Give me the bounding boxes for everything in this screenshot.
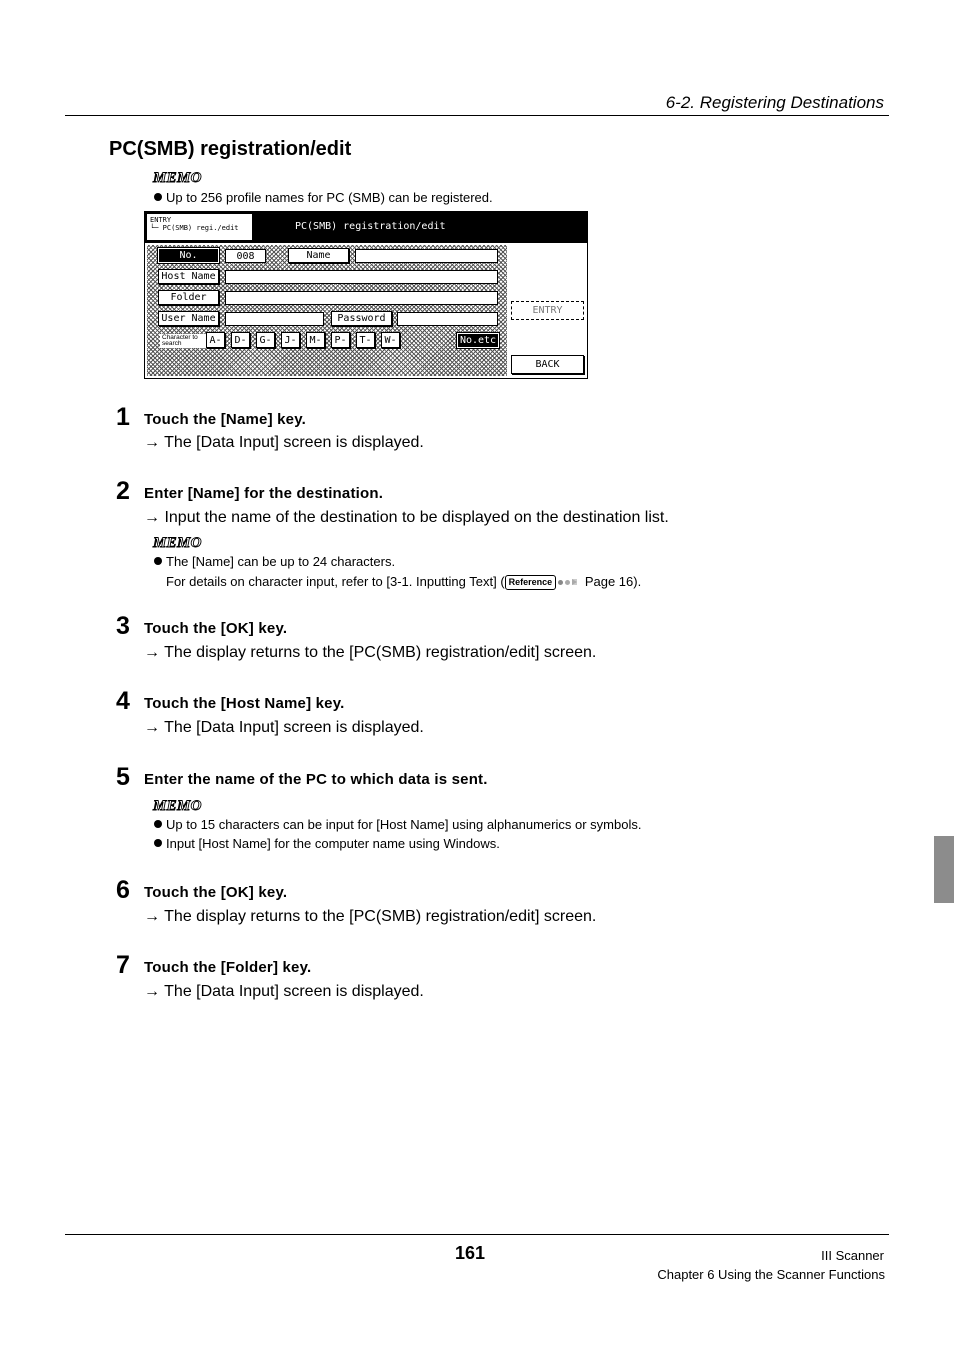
bullet-icon xyxy=(154,557,162,565)
no-value-field: 008 xyxy=(225,249,266,263)
character-search-label: Character to search xyxy=(160,334,208,348)
header-rule xyxy=(65,115,889,116)
footer-rule xyxy=(65,1234,889,1235)
name-field xyxy=(355,249,498,263)
folder-key[interactable]: Folder xyxy=(158,290,219,305)
memo-item xyxy=(154,554,395,569)
arrow-icon: → xyxy=(144,509,160,526)
entry-button[interactable]: ENTRY xyxy=(511,301,584,320)
step-result-text: Input the name of the destination to be displayed on the destination list. xyxy=(164,509,669,526)
step-result-text: The display returns to the [PC(SMB) registration/edit] screen. xyxy=(164,908,597,925)
reference-icon: Reference xyxy=(505,575,557,590)
step-result-text: The [Data Input] screen is displayed. xyxy=(164,434,424,451)
memo-text: Up to 256 profile names for PC (SMB) can be registered. xyxy=(166,190,493,205)
memo-text: Input [Host Name] for the computer name using Windows. xyxy=(166,836,500,851)
step-title: Touch the [OK] key. xyxy=(144,884,288,901)
page-number: 161 xyxy=(455,1243,486,1263)
no-key[interactable]: No. xyxy=(158,248,219,263)
char-key-g[interactable]: G- xyxy=(256,332,275,348)
step-result-text: The [Data Input] screen is displayed. xyxy=(164,719,424,736)
char-key-w[interactable]: W- xyxy=(381,332,400,348)
step-result xyxy=(144,644,596,662)
char-key-p[interactable]: P- xyxy=(331,332,350,348)
char-key-a[interactable]: A- xyxy=(206,332,225,348)
step-number: 5 xyxy=(116,763,130,791)
chapter-thumb-tab xyxy=(934,836,954,903)
step-title: Enter [Name] for the destination. xyxy=(144,485,384,502)
password-field xyxy=(397,312,498,326)
name-key[interactable]: Name xyxy=(288,248,349,263)
step-result-text: The display returns to the [PC(SMB) registration/edit] screen. xyxy=(164,644,597,661)
memo-reference xyxy=(166,573,641,590)
memo-label: MEMO xyxy=(153,798,202,814)
pointer-dots-icon xyxy=(558,573,579,588)
step-result-text: The [Data Input] screen is displayed. xyxy=(164,983,424,1000)
step-title: Touch the [Host Name] key. xyxy=(144,695,345,712)
step-number: 7 xyxy=(116,951,130,979)
reference-text: For details on character input, refer to [3-1. Inputting Text] ( xyxy=(166,574,505,589)
footer-part: III Scanner xyxy=(821,1248,884,1263)
host-name-field xyxy=(225,270,498,284)
memo-item xyxy=(154,817,641,832)
step-number: 6 xyxy=(116,876,130,904)
step-title: Touch the [Folder] key. xyxy=(144,959,312,976)
host-name-key[interactable]: Host Name xyxy=(158,269,219,284)
step-result xyxy=(144,983,424,1001)
entry-breadcrumb xyxy=(146,213,253,241)
bullet-icon xyxy=(154,193,162,201)
section-title: PC(SMB) registration/edit xyxy=(109,138,352,160)
user-name-key[interactable]: User Name xyxy=(158,311,219,326)
char-key-d[interactable]: D- xyxy=(231,332,250,348)
step-result xyxy=(144,509,669,527)
step-title: Touch the [OK] key. xyxy=(144,620,288,637)
memo-label: MEMO xyxy=(153,170,202,186)
char-key-t[interactable]: T- xyxy=(356,332,375,348)
step-result xyxy=(144,434,424,452)
arrow-icon: → xyxy=(144,983,160,1000)
memo-item xyxy=(154,836,500,851)
no-etc-key[interactable]: No.etc xyxy=(457,333,499,348)
screen-title: PC(SMB) registration/edit xyxy=(295,221,446,232)
step-number: 2 xyxy=(116,477,130,505)
entry-label: ENTRY xyxy=(150,216,172,224)
running-header: 6-2. Registering Destinations xyxy=(665,93,884,112)
memo-text: The [Name] can be up to 24 characters. xyxy=(166,554,396,569)
step-title: Touch the [Name] key. xyxy=(144,411,307,428)
footer-chapter: Chapter 6 Using the Scanner Functions xyxy=(657,1267,885,1282)
bullet-icon xyxy=(154,820,162,828)
user-name-field xyxy=(225,312,324,326)
char-key-j[interactable]: J- xyxy=(281,332,300,348)
step-number: 1 xyxy=(116,403,130,431)
step-number: 3 xyxy=(116,612,130,640)
memo-item xyxy=(154,190,493,205)
arrow-icon: → xyxy=(144,644,160,661)
arrow-icon: → xyxy=(144,908,160,925)
entry-path: └─ PC(SMB) regi./edit xyxy=(150,224,239,232)
memo-label: MEMO xyxy=(153,535,202,551)
arrow-icon: → xyxy=(144,434,160,451)
folder-field xyxy=(225,291,498,305)
password-key[interactable]: Password xyxy=(331,311,392,326)
step-result xyxy=(144,719,424,737)
back-button[interactable]: BACK xyxy=(511,355,584,374)
step-number: 4 xyxy=(116,687,130,715)
arrow-icon: → xyxy=(144,719,160,736)
char-key-m[interactable]: M- xyxy=(306,332,325,348)
step-title: Enter the name of the PC to which data is sent. xyxy=(144,771,488,788)
step-result xyxy=(144,908,596,926)
control-panel-screenshot xyxy=(144,211,588,379)
reference-page: Page 16). xyxy=(584,574,642,589)
memo-text: Up to 15 characters can be input for [Host Name] using alphanumerics or symbols. xyxy=(166,817,642,832)
bullet-icon xyxy=(154,839,162,847)
